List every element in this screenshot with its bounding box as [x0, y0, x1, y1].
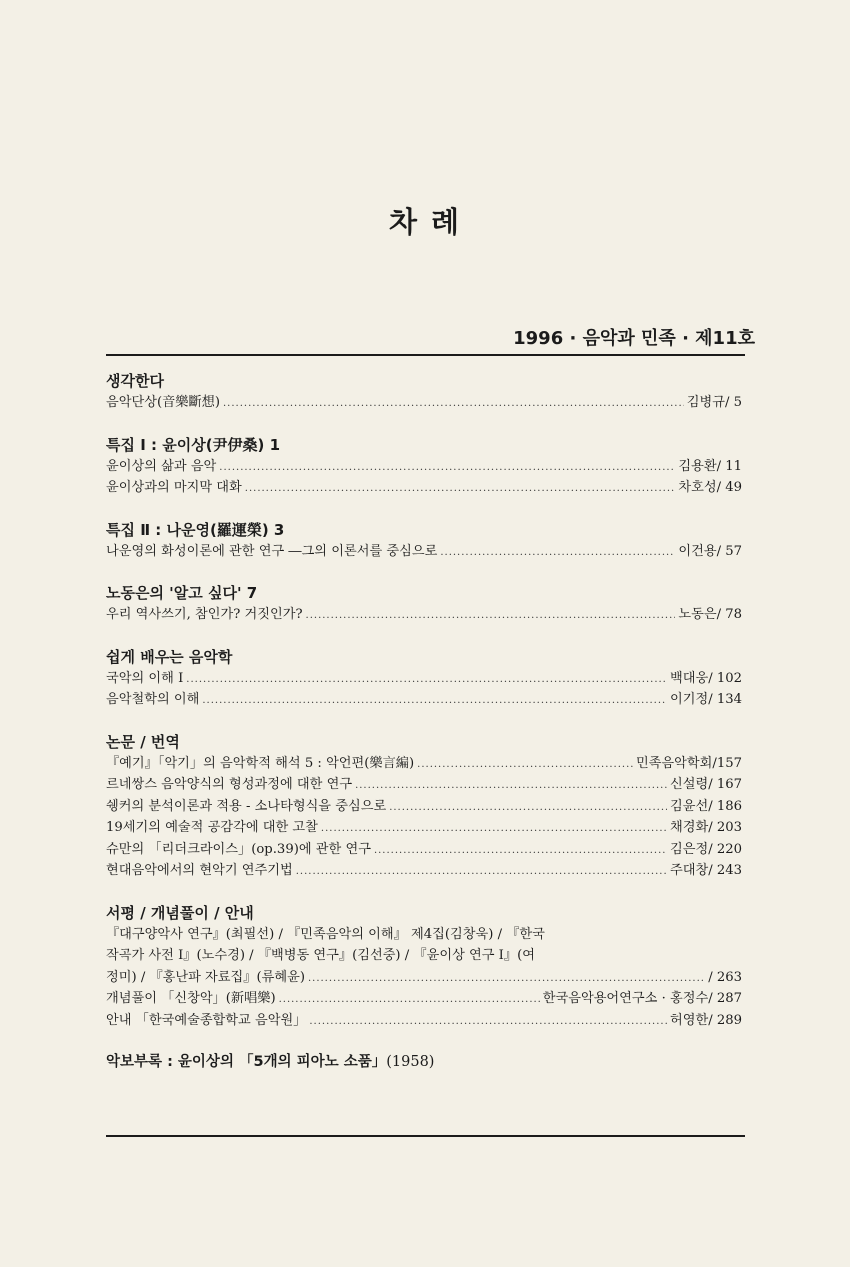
entry-title: 윤이상과의 마지막 대화 [106, 480, 242, 495]
entry-page: / 5 [724, 395, 742, 410]
section-reviews [106, 902, 742, 1032]
entry-author: 김은정 [669, 841, 709, 857]
page-title: 차 례 [388, 205, 462, 239]
entry-author: 이건용 [678, 543, 717, 559]
top-divider [106, 354, 745, 356]
entry-page: / 203 [708, 820, 742, 835]
entry-title: 나운영의 화성이론에 관한 연구 ―그의 이론서를 중심으로 [106, 543, 438, 559]
toc-entry[interactable] [106, 1010, 742, 1032]
entry-title: 현대음악에서의 현악기 연주기법 [106, 863, 293, 878]
entry-page: / 134 [708, 692, 742, 707]
toc-entry[interactable] [106, 988, 742, 1010]
toc-entry[interactable] [106, 541, 742, 563]
section-special-2 [106, 519, 742, 563]
review-line: 『대구양악사 연구』(최필선) / 『민족음악의 이해』 제4집(김창욱) / 『한국 [106, 926, 545, 942]
dot-leader [296, 861, 667, 883]
dot-leader [308, 968, 705, 990]
entry-page: / 11 [716, 458, 742, 474]
entry-title: 『예기』「악기」의 음악학적 해석 5 : 악언편(樂言編) [106, 755, 415, 771]
entry-page: / 78 [716, 607, 742, 622]
appendix-year: (1958) [386, 1054, 435, 1070]
dot-leader [186, 669, 667, 691]
dot-leader [309, 1011, 667, 1033]
entry-page: / 186 [708, 798, 742, 814]
section-title: 특집 Ⅰ : 윤이상(尹伊桑) 1 [106, 435, 281, 454]
entry-author: 김윤선 [669, 798, 709, 814]
entry-author: 한국음악용어연구소 · 홍정수 [542, 991, 709, 1006]
dot-leader [245, 478, 676, 500]
bottom-divider [106, 1135, 745, 1137]
entry-title: 19세기의 예술적 공감각에 대한 고찰 [106, 820, 318, 835]
entry-author: 허영한 [669, 1012, 709, 1028]
section-title: 특집 Ⅱ : 나운영(羅運榮) 3 [106, 520, 285, 539]
dot-leader [279, 989, 540, 1011]
toc-entry[interactable] [106, 668, 742, 690]
entry-title: 쉥커의 분석이론과 적용 - 소나타형식을 중심으로 [106, 798, 387, 814]
toc-entry[interactable] [106, 817, 742, 839]
entry-author: 김용환 [678, 458, 717, 474]
entry-author: 민족음악학회 [635, 755, 713, 771]
dot-leader [440, 542, 675, 564]
dot-leader [219, 457, 675, 479]
dot-leader [321, 818, 667, 840]
toc-entry[interactable] [106, 796, 742, 818]
dot-leader [417, 754, 633, 776]
entry-author: 이기정 [669, 692, 709, 707]
toc-entry[interactable] [106, 477, 742, 499]
section-title: 노동은의 '알고 싶다' 7 [106, 584, 258, 602]
section-special-1 [106, 434, 742, 499]
toc-entry[interactable] [106, 753, 742, 775]
section-title: 생각한다 [106, 372, 164, 390]
dot-leader [374, 840, 667, 862]
entry-page: / 167 [708, 777, 742, 792]
entry-page: / 263 [708, 969, 742, 985]
entry-title: 우리 역사쓰기, 참인가? 거짓인가? [106, 607, 303, 622]
entry-page: / 289 [708, 1012, 742, 1028]
entry-author: 차호성 [678, 480, 717, 495]
entry-author: 노동은 [678, 607, 717, 622]
entry-title: 윤이상의 삶과 음악 [106, 458, 217, 474]
section-easy-musicology [106, 646, 742, 711]
entry-title: 르네쌍스 음악양식의 형성과정에 대한 연구 [106, 777, 353, 792]
toc-entry[interactable] [106, 774, 742, 796]
toc-entry[interactable] [106, 689, 742, 711]
entry-title: 음악철학의 이해 [106, 692, 200, 707]
section-papers [106, 731, 742, 882]
entry-title: 국악의 이해 I [106, 670, 184, 686]
section-title: 서평 / 개념풀이 / 안내 [106, 903, 254, 922]
entry-author: 신설령 [669, 777, 709, 792]
section-want-to-know [106, 582, 742, 626]
entry-author: 김병규 [686, 395, 725, 410]
entry-page: /157 [712, 755, 742, 771]
dot-leader [202, 690, 667, 712]
section-title: 쉽게 배우는 음악학 [106, 647, 233, 666]
section-thinking [106, 370, 742, 414]
entry-title: 음악단상(音樂斷想) [106, 395, 220, 410]
dot-leader [355, 775, 667, 797]
entry-page: / 287 [708, 991, 742, 1006]
entry-page: / 49 [716, 480, 742, 495]
toc-entry[interactable] [106, 392, 742, 414]
dot-leader [389, 797, 667, 819]
section-title: 논문 / 번역 [106, 732, 180, 751]
toc-entry[interactable] [106, 604, 742, 626]
table-of-contents [106, 370, 742, 1073]
toc-entry[interactable] [106, 456, 742, 478]
toc-entry[interactable] [106, 860, 742, 882]
appendix-line[interactable] [106, 1051, 742, 1073]
entry-title: 개념풀이 「신창악」(新唱樂) [106, 991, 276, 1006]
entry-title: 안내 「한국예술종합학교 음악원」 [106, 1012, 307, 1028]
issue-line: 1996 · 음악과 민족 · 제11호 [513, 328, 755, 349]
entry-author: 주대창 [669, 863, 709, 878]
entry-title: 슈만의 「리더크라이스」(op.39)에 관한 연구 [106, 841, 371, 857]
entry-page: / 220 [708, 841, 742, 857]
appendix-label: 악보부록 : 윤이상의 「5개의 피아노 소품」 [106, 1054, 387, 1070]
dot-leader [223, 393, 684, 415]
entry-author: 백대웅 [669, 670, 709, 686]
entry-author: 채경화 [669, 820, 709, 835]
entry-page: / 57 [716, 543, 742, 559]
toc-entry[interactable] [106, 967, 742, 989]
dot-leader [306, 605, 676, 627]
review-line: 작곡가 사전 I』(노수경) / 『백병동 연구』(김선중) / 『윤이상 연구 I』(여 [106, 948, 535, 963]
toc-entry[interactable] [106, 839, 742, 861]
entry-page: / 243 [708, 863, 742, 878]
entry-page: / 102 [708, 670, 742, 686]
entry-title: 정미) / 『홍난파 자료집』(류혜윤) [106, 969, 305, 985]
